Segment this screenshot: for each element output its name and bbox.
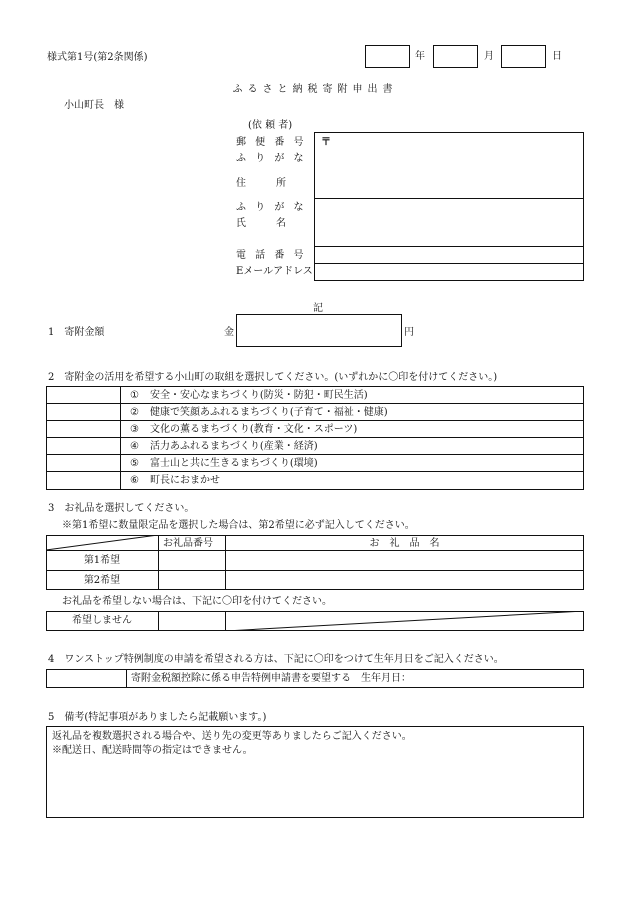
- address-label: 住 所: [236, 178, 286, 189]
- option-mark-cell-6[interactable]: [46, 472, 120, 489]
- section3-note: ※第1希望に数量限定品を選択した場合は、第2希望に必ず記入してください。: [62, 520, 415, 531]
- amount-prefix: 金: [224, 327, 234, 338]
- first-choice-label: 第1希望: [83, 555, 121, 566]
- phone-input[interactable]: [314, 247, 584, 263]
- ki-mark: 記: [313, 303, 323, 314]
- section4-label: 4 ワンストップ特例制度の申請を希望される方は、下記に〇印をつけて生年月日をご記入ください。: [48, 654, 504, 665]
- row-divider: [46, 420, 584, 421]
- form-number: 様式第1号(第2条関係): [47, 52, 148, 63]
- name-input[interactable]: [314, 199, 584, 246]
- month-field[interactable]: [433, 45, 478, 68]
- year-label: 年: [415, 51, 425, 62]
- column-divider: [126, 669, 127, 688]
- row-divider: [46, 471, 584, 472]
- amount-suffix: 円: [404, 327, 414, 338]
- second-choice-label: 第2希望: [83, 575, 121, 586]
- section2-label: 2 寄附金の活用を希望する小山町の取組を選択してください。(いずれかに〇印を付けてください。): [48, 372, 498, 383]
- first-gift-name-input[interactable]: [226, 551, 583, 570]
- first-gift-number-input[interactable]: [159, 551, 225, 570]
- day-field[interactable]: [501, 45, 546, 68]
- second-gift-name-input[interactable]: [226, 571, 583, 589]
- row-divider: [46, 437, 584, 438]
- remarks-line-2: ※配送日、配送時間等の指定はできません。: [52, 745, 253, 756]
- email-label: Eメールアドレス: [236, 266, 313, 277]
- donation-amount-input[interactable]: [236, 314, 402, 347]
- option-mark-cell-4[interactable]: [46, 438, 120, 454]
- option-mark-cell-5[interactable]: [46, 455, 120, 471]
- remarks-line-1: 返礼品を複数選択される場合や、送り先の変更等ありましたらご記入ください。: [52, 731, 412, 742]
- no-gift-mark-input[interactable]: [158, 611, 226, 631]
- birthdate-input[interactable]: [460, 670, 582, 687]
- row-divider: [46, 454, 584, 455]
- address-input[interactable]: [314, 146, 584, 198]
- option-mark-cell-3[interactable]: [46, 421, 120, 437]
- year-field[interactable]: [365, 45, 410, 68]
- section5-label: 5 備考(特記事項がありましたら記載願います。): [48, 712, 267, 723]
- option-text: 町長におまかせ: [150, 475, 220, 486]
- gift-name-header: お 礼 品 名: [369, 538, 440, 549]
- option-num: ②: [130, 407, 139, 418]
- no-gift-label: 希望しません: [72, 615, 132, 626]
- gift-number-header: お礼品番号: [163, 538, 213, 549]
- postal-mark: 〒: [321, 137, 331, 148]
- day-label: 日: [552, 51, 562, 62]
- name-label: 氏 名: [236, 218, 286, 229]
- section3-label: 3 お礼品を選択してください。: [48, 503, 195, 514]
- section1-label: 1 寄附金額: [48, 327, 105, 338]
- option-mark-cell-1[interactable]: [46, 387, 120, 403]
- page-title: ふるさと納税寄附申出書: [232, 84, 398, 95]
- option-num: ⑤: [130, 458, 139, 469]
- no-gift-diagonal: [226, 611, 584, 631]
- no-gift-note: お礼品を希望しない場合は、下記に〇印を付けてください。: [62, 596, 332, 607]
- option-num: ③: [130, 424, 139, 435]
- email-input[interactable]: [314, 264, 584, 280]
- furigana-name-label: ふ り が な: [236, 202, 307, 213]
- option-num: ①: [130, 390, 139, 401]
- option-num: ④: [130, 441, 139, 452]
- column-divider: [120, 386, 121, 490]
- postal-input[interactable]: [314, 132, 584, 144]
- one-stop-mark-input[interactable]: [47, 670, 126, 687]
- postal-label: 郵 便 番 号: [236, 137, 307, 148]
- option-text: 活力あふれるまちづくり(産業・経済): [150, 441, 318, 452]
- header-diagonal: [46, 535, 158, 550]
- addressee: 小山町長 様: [64, 100, 124, 111]
- option-text: 富士山と共に生きるまちづくり(環境): [150, 458, 318, 469]
- option-text: 健康で笑顔あふれるまちづくり(子育て・福祉・健康): [150, 407, 388, 418]
- row-divider: [46, 403, 584, 404]
- month-label: 月: [484, 51, 494, 62]
- second-gift-number-input[interactable]: [159, 571, 225, 589]
- option-num: ⑥: [130, 475, 139, 486]
- applicant-heading: (依 頼 者): [248, 120, 293, 131]
- option-mark-cell-2[interactable]: [46, 404, 120, 420]
- option-text: 安全・安心なまちづくり(防災・防犯・町民生活): [150, 390, 368, 401]
- phone-label: 電 話 番 号: [236, 250, 307, 261]
- option-text: 文化の薫るまちづくり(教育・文化・スポーツ): [150, 424, 358, 435]
- furigana-address-label: ふ り が な: [236, 153, 307, 164]
- one-stop-text: 寄附金税額控除に係る申告特例申請書を要望する 生年月日：: [131, 673, 411, 684]
